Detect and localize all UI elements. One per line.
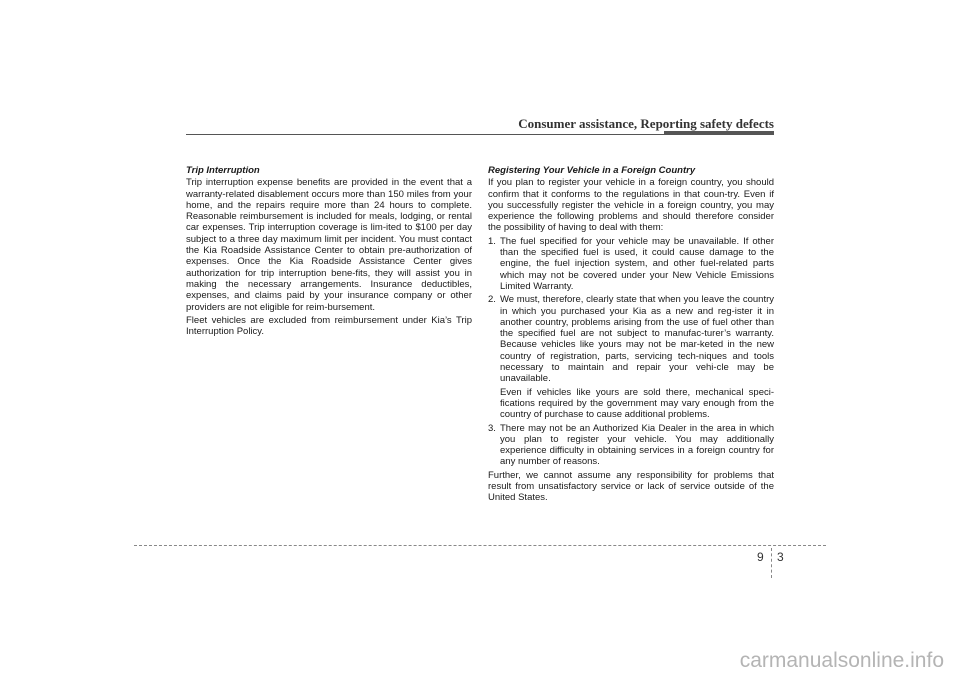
paragraph: If you plan to register your vehicle in a foreign country, you should confirm that it conforms to the regulations in that coun-try. Even if you successfully register the vehicle in a foreign country, you may experience the following problems and should therefore consider the possibility of having to deal with them: xyxy=(488,177,774,234)
page-number-divider xyxy=(771,548,772,578)
numbered-list xyxy=(488,236,774,468)
list-item xyxy=(488,294,774,420)
paragraph: Trip interruption expense benefits are provided in the event that a warranty-related disablement occurs more than 150 miles from your home, and the repairs require more than 24 hours to complete. Reasonable reimbursement is included for meals, lodging, or rental car expenses. Trip interruption coverage is lim-ited to $100 per day subject to a three day maximum limit per incident. You must contact the Kia Roadside Assistance Center to obtain pre-authorization of expenses. Once the Kia Roadside Assistance Center gives authorization for trip interruption bene-fits, they will assist you in making the necessary arrangements. Insurance deductibles, expenses, and claims paid by your insurance company or other providers are not eligible for reim-bursement. xyxy=(186,177,472,313)
section-heading-trip-interruption: Trip Interruption xyxy=(186,165,260,176)
list-item xyxy=(488,423,774,468)
chapter-number: 9 xyxy=(757,550,764,564)
page-number: 3 xyxy=(777,550,784,564)
paragraph: Further, we cannot assume any responsibility for problems that result from unsatisfactory service or lack of service outside of the United States. xyxy=(488,469,774,504)
list-item-number: 3. xyxy=(488,422,496,434)
list-item-text: There may not be an Authorized Kia Dealer in the area in which you plan to register your vehicle. You may additionally experience difficulty in obtaining services in a foreign country for any number of reasons. xyxy=(500,422,774,468)
footer-rule xyxy=(134,545,826,546)
watermark: carmanualsonline.info xyxy=(739,649,944,672)
list-item-text: The fuel specified for your vehicle may be unavailable. If other than the specified fuel is used, it could cause damage to the engine, the fuel injection system, and other fuel-related parts which may not be covered under your New Vehicle Emissions Limited Warranty. xyxy=(500,235,774,292)
left-column xyxy=(186,165,472,339)
list-item-number: 2. xyxy=(488,294,496,306)
header-rule xyxy=(186,134,774,135)
page-header-title: Consumer assistance, Reporting safety defects xyxy=(518,116,774,131)
paragraph: Fleet vehicles are excluded from reimbursement under Kia’s Trip Interruption Policy. xyxy=(186,314,472,338)
list-item-text: We must, therefore, clearly state that when you leave the country in which you purchased your Kia as a new and reg-ister it in another country, problems arising from the use of fuel other than the specified fuel are not subject to manufac-turer’s warranty. Because vehicles like yours may not be mar-keted in the new country of registration, parts, servicing tech-niques and tools necessary to maintain and repair your vehi-cle may be unavailable. xyxy=(500,294,774,385)
list-item-subparagraph: Even if vehicles like yours are sold there, mechanical speci-fications required by the government may vary enough from the country of purchase to cause additional problems. xyxy=(500,386,774,421)
list-item xyxy=(488,236,774,292)
right-column xyxy=(488,165,774,506)
section-heading-foreign-registration: Registering Your Vehicle in a Foreign Country xyxy=(488,165,696,176)
list-item-number: 1. xyxy=(488,235,496,247)
